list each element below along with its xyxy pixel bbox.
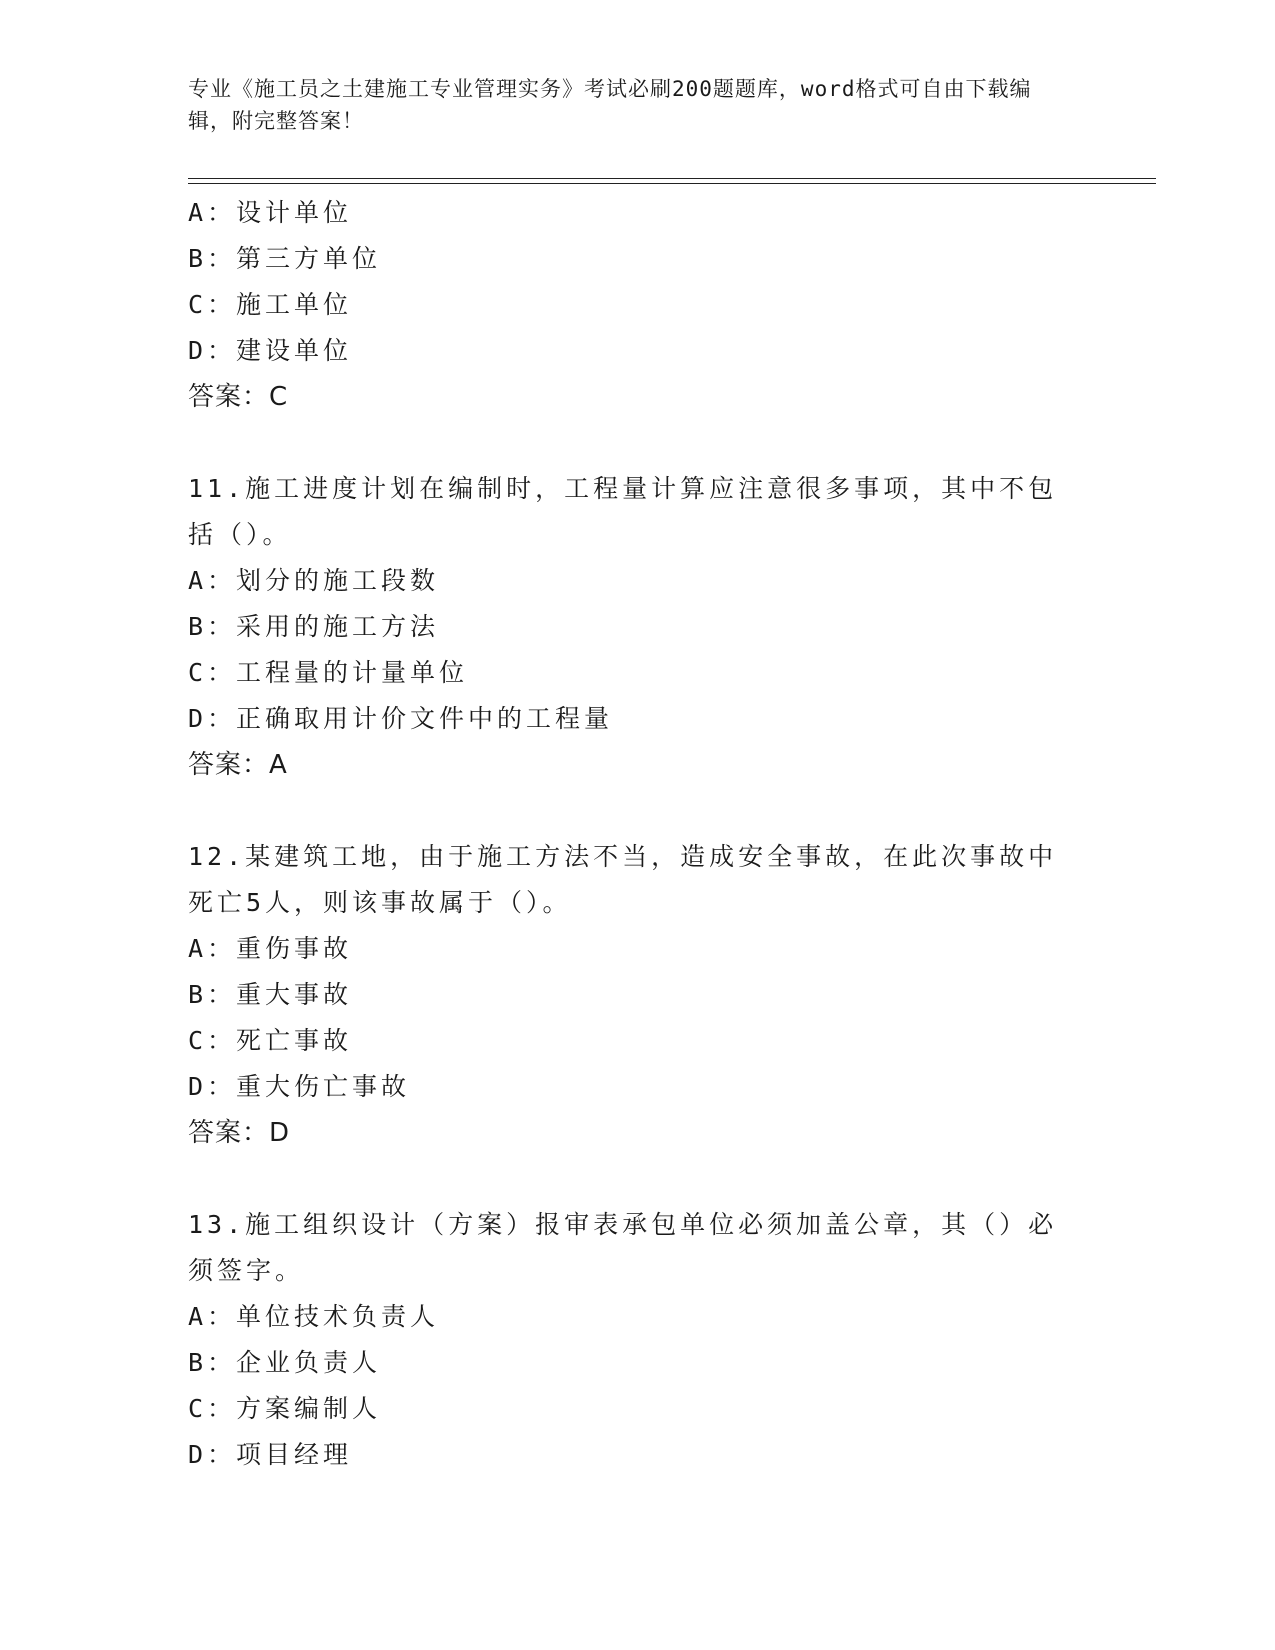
option-a: A：单位技术负责人: [188, 1302, 440, 1331]
option-b: B：第三方单位: [188, 244, 382, 273]
option-d: D：项目经理: [188, 1440, 353, 1469]
option-c: C：施工单位: [188, 290, 353, 319]
question-text: 11.施工进度计划在编制时，工程量计算应注意很多事项，其中不包括（）。: [188, 474, 1058, 549]
option-d: D：建设单位: [188, 336, 353, 365]
option-a: A：划分的施工段数: [188, 566, 440, 595]
question-13: [188, 1202, 1088, 1478]
answer: 答案：D: [188, 1118, 291, 1148]
option-a: A：设计单位: [188, 198, 353, 227]
option-c: C：方案编制人: [188, 1394, 382, 1423]
answer: 答案：C: [188, 382, 289, 412]
question-10-continued: [188, 190, 1088, 420]
question-11: [188, 466, 1088, 788]
header-rule-top: [188, 178, 1156, 179]
answer: 答案：A: [188, 750, 288, 780]
option-d: D：重大伤亡事故: [188, 1072, 411, 1101]
option-b: B：采用的施工方法: [188, 612, 440, 641]
option-c: C：工程量的计量单位: [188, 658, 469, 687]
option-b: B：重大事故: [188, 980, 353, 1009]
question-text: 12.某建筑工地，由于施工方法不当，造成安全事故，在此次事故中死亡5人，则该事故属于（）。: [188, 842, 1058, 917]
option-c: C：死亡事故: [188, 1026, 353, 1055]
question-text: 13.施工组织设计（方案）报审表承包单位必须加盖公章，其（）必须签字。: [188, 1210, 1058, 1285]
option-d: D：正确取用计价文件中的工程量: [188, 704, 614, 733]
document-body: [188, 190, 1088, 1478]
option-a: A：重伤事故: [188, 934, 353, 963]
option-b: B：企业负责人: [188, 1348, 382, 1377]
document-header: 专业《施工员之土建施工专业管理实务》考试必刷200题题库，word格式可自由下载编辑，附完整答案！: [188, 77, 1032, 133]
question-12: [188, 834, 1088, 1156]
header-rule-bottom: [188, 183, 1156, 184]
